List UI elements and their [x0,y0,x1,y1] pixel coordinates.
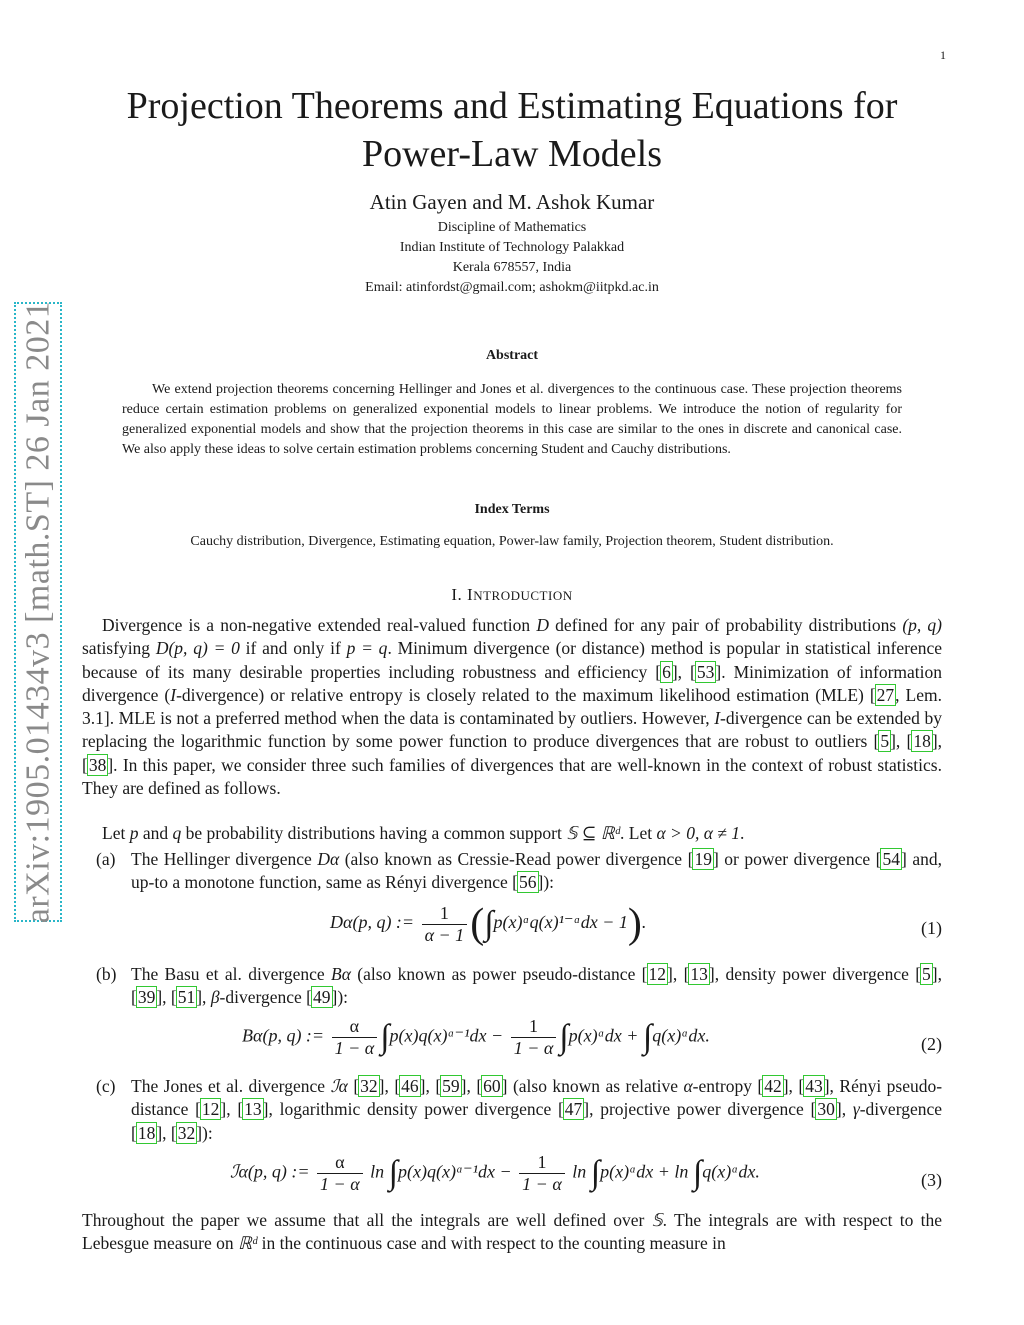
item-label: (b) [96,964,117,984]
list-item-jones [96,1075,942,1145]
integral-sign: ∫ [388,1154,398,1192]
citation-link[interactable]: 46 [401,1076,419,1096]
integral-sign: ∫ [484,905,494,942]
citation-link[interactable]: 38 [88,754,107,775]
citation-link[interactable]: 32 [360,1076,378,1096]
section-heading [80,585,944,605]
citation-link[interactable]: 18 [913,731,931,752]
email-line: Email: atinfordst@gmail.com; ashokm@iitpkd.ac.in [365,280,659,295]
citation-link[interactable]: 18 [137,1122,156,1143]
citation-link[interactable]: 13 [690,964,708,984]
equation-number: (3) [921,1170,942,1190]
citation-link[interactable]: 51 [177,987,196,1008]
integral-sign: ∫ [692,1154,703,1192]
abstract-text: We extend projection theorems concerning Hellinger and Jones et al. divergences to the continuous case. These projection theorems reduce certain estimation problems on generalized exponential models to linear problems. We introduce the notion of regularity for generalized exponential models and show that the projection theorems in this case are similar to the ones in discrete and canonical case. We also apply these ideas to solve certain estimation problems concerning Student and Cauchy distributions. [122,382,902,457]
affiliation-line: Indian Institute of Technology Palakkad [399,240,625,255]
index-terms-heading: Index Terms [474,502,550,517]
citation-link[interactable]: 19 [694,849,712,869]
citation-link[interactable]: 32 [177,1122,196,1143]
equation-number: (2) [921,1034,942,1054]
citation-link[interactable]: 56 [519,872,537,893]
list-item-basu [96,963,942,1010]
citation-link[interactable]: 54 [882,849,900,869]
citation-link[interactable]: 59 [442,1076,460,1096]
citation-link[interactable]: 53 [696,661,715,682]
integral-sign: ∫ [559,1018,569,1056]
item-label: (a) [96,849,116,869]
citation-link[interactable]: 13 [244,1099,262,1120]
citation-link[interactable]: 42 [764,1076,782,1096]
paper-title: Projection Theorems and Estimating Equations for Power-Law Models [126,85,898,175]
citation-link[interactable]: 6 [662,661,671,682]
list-item-hellinger [96,848,942,895]
affiliation [80,218,944,298]
affiliation-line: Discipline of Mathematics [437,220,587,235]
citation-link[interactable]: 39 [137,987,156,1008]
citation-link[interactable]: 49 [313,987,331,1008]
item-text: The Hellinger divergence Dα (also known as Cressie-Read power divergence [19] or power divergence [54] and, up-to a monotone function, same as Rényi divergence [56]): [131,849,942,893]
citation-link[interactable]: 27 [876,684,895,705]
index-terms-text: Cauchy distribution, Divergence, Estimating equation, Power-law family, Projection theorem, Student distribution. [190,534,834,549]
section-title-initial: I [467,585,474,604]
integral-sign: ∫ [380,1018,390,1056]
section-numeral: I. [451,585,463,604]
integral-sign: ∫ [590,1154,601,1192]
item-text: The Jones et al. divergence ℐα [32], [46], [59], [60] (also known as relative α-entropy [42], [43], Rényi pseudo-distance [12], [13], logarithmic density power divergence [47], projective power divergence [30], γ-divergence [18], [32]): [131,1076,943,1143]
citation-link[interactable]: 5 [922,964,931,984]
page-number: 1 [940,48,946,62]
citation-link[interactable]: 60 [483,1076,501,1096]
closing-paragraph: Throughout the paper we assume that all the integrals are well defined over 𝕊. The integrals are with respect to the Lebesgue measure on ℝᵈ in the continuous case and with respect to the counting measure in [82,1210,942,1254]
item-text: The Basu et al. divergence Bα (also known as power pseudo-distance [12], [13], density power divergence [5], [39], [51], β-divergence [49]): [131,964,942,1008]
abstract-heading: Abstract [485,348,539,363]
authors: Atin Gayen and M. Ashok Kumar [369,190,655,214]
equation-number: (1) [921,918,942,938]
citation-link[interactable]: 43 [805,1076,823,1096]
citation-link[interactable]: 12 [648,964,667,984]
citation-link[interactable]: 30 [817,1099,835,1120]
intro-paragraph-2: Let p and q be probability distributions having a common support 𝕊 ⊆ ℝᵈ. Let α > 0, α ≠ 1. [102,823,745,843]
affiliation-line: Kerala 678557, India [452,260,572,275]
citation-link[interactable]: 12 [201,1099,220,1120]
citation-link[interactable]: 5 [880,731,890,752]
citation-link[interactable]: 47 [564,1099,583,1120]
item-label: (c) [96,1076,116,1096]
arxiv-stamp[interactable] [14,302,62,922]
section-title-rest: NTRODUCTION [473,588,573,603]
intro-paragraph-1: Divergence is a non-negative extended real-valued function D defined for any pair of probability distributions (p, q) satisfying D(p, q) = 0 if and only if p = q. Minimum divergence (or distance) method is popular in statistical inference because of its many desirable properties including robustness and efficiency [6], [53]. Minimization of information divergence (I-divergence) or relative entropy is closely related to the maximum likelihood estimation (MLE) [27, Lem. 3.1]. MLE is not a preferred method when the data is contaminated by outliers. However, I-divergence can be extended by replacing the logarithmic function by some power function to produce divergences that are robust to outliers [5], [18], [38]. In this paper, we consider three such families of divergences that are well-known in the context of robust statistics. They are defined as follows. [82,615,943,799]
arxiv-identifier: arXiv:1905.01434v3 [math.ST] 26 Jan 2021 [19,300,56,924]
integral-sign: ∫ [642,1018,653,1056]
